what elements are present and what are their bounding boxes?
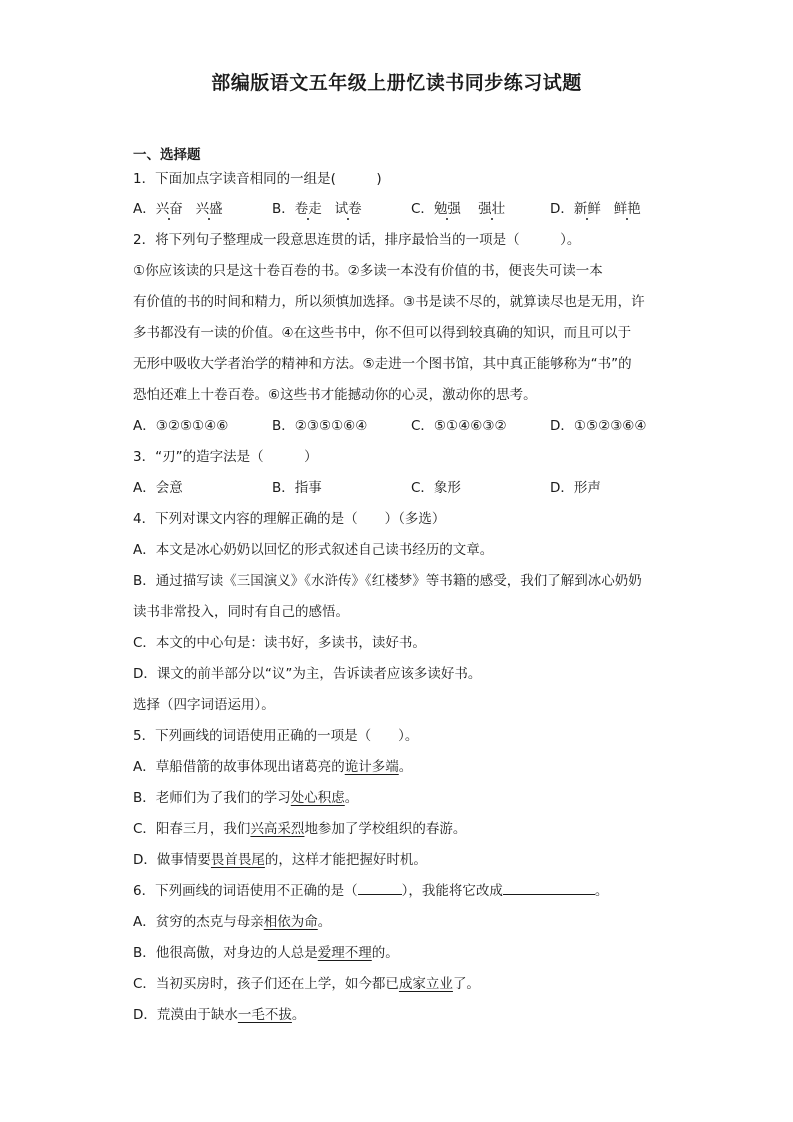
q2-passage-line: 恐怕还难上十卷百卷。⑥这些书才能撼动你的心灵，激动你的思考。 bbox=[133, 387, 537, 403]
q1-options bbox=[133, 197, 673, 228]
option-text: C．阳春三月，我们 bbox=[133, 821, 251, 837]
q1-option-b bbox=[272, 197, 411, 228]
q1-b-word2 bbox=[335, 201, 362, 217]
word: 兴盛 bbox=[195, 201, 223, 217]
q2-passage-line: 有价值的书的时间和精力，所以须慎加选择。③书是读不尽的，就算读尽也是无用，许 bbox=[133, 294, 645, 310]
q1-option-d bbox=[550, 197, 641, 228]
q2-option-a: A．③②⑤①④⑥ bbox=[133, 418, 229, 434]
option-text: B．他很高傲，对身边的人总是 bbox=[133, 945, 318, 961]
q5-option-d bbox=[133, 848, 673, 879]
q1-c-word2 bbox=[478, 201, 505, 217]
option-text: 了。 bbox=[452, 976, 480, 992]
option-letter: C． bbox=[411, 201, 434, 217]
q1-option-c bbox=[411, 197, 550, 228]
q5-option-a bbox=[133, 755, 673, 786]
option-text: 地参加了学校组织的春游。 bbox=[304, 821, 467, 837]
word: 强壮 bbox=[478, 201, 506, 217]
q3-option-d: D．形声 bbox=[550, 480, 601, 496]
q3-option-c: C．象形 bbox=[411, 480, 461, 496]
word: 勉强 bbox=[433, 201, 461, 217]
q2-passage-line: ①你应该读的只是这十卷百卷的书。②多读一本没有价值的书，便丧失可读一本 bbox=[133, 263, 603, 279]
q5-stem: 5．下列画线的词语使用正确的一项是（ ）。 bbox=[133, 728, 419, 744]
q1-c-word1 bbox=[434, 201, 461, 217]
q4-option-d: D．课文的前半部分以“议”为主，告诉读者应该多读好书。 bbox=[133, 666, 482, 682]
q1-option-a bbox=[133, 197, 272, 228]
underlined-phrase: 相依为命 bbox=[263, 914, 318, 930]
q4-option-b-cont: 读书非常投入，同时有自己的感悟。 bbox=[133, 604, 349, 620]
underlined-phrase: 处心积虑 bbox=[290, 790, 345, 806]
answer-blank[interactable] bbox=[358, 880, 402, 895]
q6-stem bbox=[133, 879, 673, 910]
stem-text: 6．下列画线的词语使用不正确的是（ bbox=[133, 883, 358, 899]
underlined-phrase: 爱理不理 bbox=[317, 945, 372, 961]
option-letter: B． bbox=[272, 201, 295, 217]
stem-text: ），我能将它改成 bbox=[401, 883, 503, 899]
q4-option-a: A．本文是冰心奶奶以回忆的形式叙述自己读书经历的文章。 bbox=[133, 542, 494, 558]
page-title: 部编版语文五年级上册忆读书同步练习试题 bbox=[211, 72, 582, 94]
q1-a-word1 bbox=[156, 201, 183, 217]
q2-stem: 2．将下列句子整理成一段意思连贯的话，排序最恰当的一项是（ ）。 bbox=[133, 232, 581, 248]
exam-content bbox=[133, 143, 673, 1034]
section-heading: 一、选择题 bbox=[133, 147, 201, 163]
underlined-phrase: 兴高采烈 bbox=[250, 821, 305, 837]
q1-b-word1 bbox=[295, 201, 322, 217]
q1-d-word2 bbox=[614, 201, 641, 217]
q5-option-c bbox=[133, 817, 673, 848]
option-text: 的。 bbox=[371, 945, 399, 961]
underlined-phrase: 一毛不拔 bbox=[237, 1007, 292, 1023]
q2-options bbox=[133, 414, 673, 445]
q3-stem: 3．“刃”的造字法是（ ） bbox=[133, 449, 318, 465]
q2-passage-line: 无形中吸收大学者治学的精神和方法。⑤走进一个图书馆，其中真正能够称为“书”的 bbox=[133, 356, 632, 372]
q3-option-a: A．会意 bbox=[133, 480, 183, 496]
q6-option-b bbox=[133, 941, 673, 972]
q4-option-b: B．通过描写读《三国演义》《水浒传》《红楼梦》等书籍的感受，我们了解到冰心奶奶 bbox=[133, 573, 642, 589]
option-letter: A． bbox=[133, 201, 156, 217]
word: 试卷 bbox=[334, 201, 362, 217]
word: 鲜艳 bbox=[613, 201, 641, 217]
option-text: D．荒漠由于缺水 bbox=[133, 1007, 238, 1023]
option-text: 。 bbox=[291, 1007, 306, 1023]
option-text: A．草船借箭的故事体现出诸葛亮的 bbox=[133, 759, 345, 775]
q4-stem: 4．下列对课文内容的理解正确的是（ ）（多选） bbox=[133, 511, 446, 527]
option-text: D．做事情要 bbox=[133, 852, 211, 868]
word: 新鲜 bbox=[573, 201, 601, 217]
q6-option-c bbox=[133, 972, 673, 1003]
underlined-phrase: 成家立业 bbox=[398, 976, 453, 992]
q6-option-d bbox=[133, 1003, 673, 1034]
q5-option-b bbox=[133, 786, 673, 817]
underlined-phrase: 诡计多端 bbox=[344, 759, 399, 775]
underlined-phrase: 畏首畏尾 bbox=[210, 852, 265, 868]
option-text: 。 bbox=[317, 914, 332, 930]
q2-option-d: D．①⑤②③⑥④ bbox=[550, 418, 647, 434]
q6-option-a bbox=[133, 910, 673, 941]
q3-option-b: B．指事 bbox=[272, 480, 322, 496]
option-text: 。 bbox=[398, 759, 413, 775]
option-text: B．老师们为了我们的学习 bbox=[133, 790, 291, 806]
q2-passage-line: 多书都没有一读的价值。④在这些书中，你不但可以得到较真确的知识，而且可以于 bbox=[133, 325, 632, 341]
q2-option-c: C．⑤①④⑥③② bbox=[411, 418, 507, 434]
q1-d-word1 bbox=[574, 201, 601, 217]
word: 兴奋 bbox=[155, 201, 183, 217]
option-text: A．贫穷的杰克与母亲 bbox=[133, 914, 264, 930]
option-text: 。 bbox=[344, 790, 359, 806]
option-text: C．当初买房时，孩子们还在上学，如今都已 bbox=[133, 976, 399, 992]
option-text: 的，这样才能把握好时机。 bbox=[264, 852, 427, 868]
word: 卷走 bbox=[294, 201, 322, 217]
option-letter: D． bbox=[550, 201, 574, 217]
q3-options bbox=[133, 476, 673, 507]
q1-stem: 1．下面加点字读音相同的一组是( ) bbox=[133, 171, 382, 187]
answer-blank[interactable] bbox=[503, 880, 595, 895]
q2-option-b: B．②③⑤①⑥④ bbox=[272, 418, 368, 434]
q1-a-word2 bbox=[196, 201, 223, 217]
stem-text: 。 bbox=[594, 883, 609, 899]
q4-option-c: C．本文的中心句是：读书好，多读书，读好书。 bbox=[133, 635, 426, 651]
instruction-text: 选择（四字词语运用）。 bbox=[133, 697, 275, 713]
